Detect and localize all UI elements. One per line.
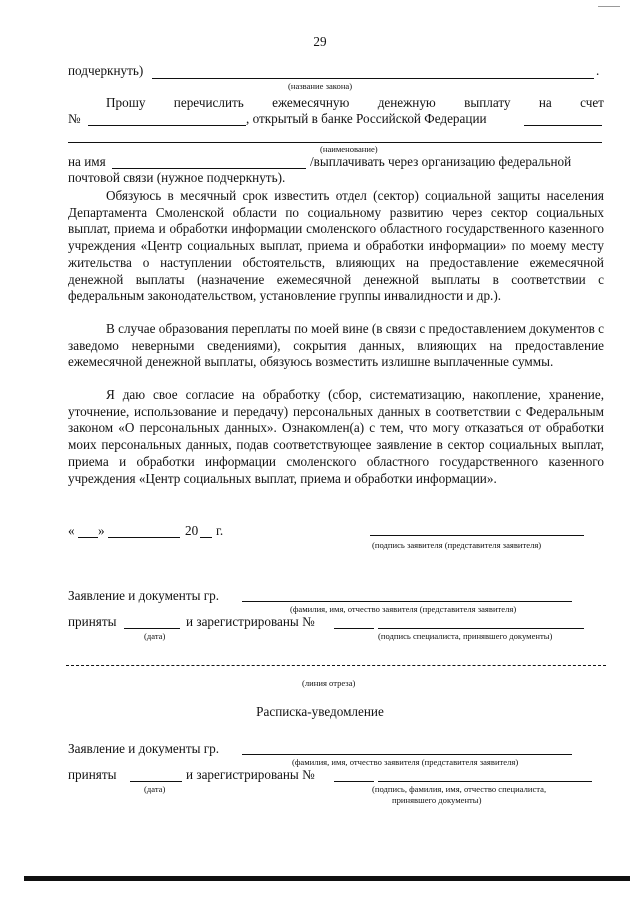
reg2-specialist-field[interactable] [378, 781, 592, 782]
consent-paragraph: Я даю свое согласие на обработку (сбор, систематизацию, накопление, хранение, уточнение, использование и передачу) персональных данных в соответствии с Федеральным законом «О персональных данных». Ознакомлен(а) с тем, что могу отказаться от обработки моих персональных данных, подав соответствующее заявление в сектор социальных выплат, приема и обработки информации смоленского областного государственного казенного учреждения «Центр социальных выплат, приема и обработки информации». [68, 387, 604, 486]
reg1-label: Заявление и документы гр. [68, 588, 220, 603]
date-close-quote: » [98, 523, 105, 538]
reg2-registered: и зарегистрированы № [186, 767, 315, 782]
reg2-date-field[interactable] [130, 781, 182, 782]
reg1-specialist-caption: (подпись специалиста, принявшего документы) [378, 631, 553, 641]
overpayment-paragraph: В случае образования переплаты по моей вине (в связи с предоставлением документов с заведомо неверными сведениями), сокрытия данных, влияющих на предоставление ежемесячной денежной выплаты, обязуюсь возместить излишне выплаченные суммы. [68, 321, 604, 370]
account-number-field[interactable] [88, 125, 246, 126]
date-month-field[interactable] [108, 537, 180, 538]
applicant-signature-caption: (подпись заявителя (представителя заявителя) [372, 540, 542, 550]
reg1-number-field[interactable] [334, 628, 374, 629]
date-year: 20 [185, 523, 199, 538]
reg2-accepted: приняты [68, 767, 117, 782]
reg2-fio-caption: (фамилия, имя, отчество заявителя (представителя заявителя) [292, 757, 519, 767]
reg2-fio-field[interactable] [242, 754, 572, 755]
applicant-signature-field[interactable] [370, 535, 584, 536]
bank-name-caption: (наименование) [320, 144, 378, 154]
bank-text: , открытый в банке Российской Федерации [246, 111, 487, 126]
cut-line [66, 665, 606, 666]
corner-mark [598, 6, 620, 7]
date-day-field[interactable] [78, 537, 98, 538]
reg1-fio-field[interactable] [242, 601, 572, 602]
obligation-paragraph: Обязуюсь в месячный срок известить отдел (сектор) социальной защиты населения Департамента Смоленской области по социальному развитию через сектор социальных выплат, приема и обработки информации смоленского областного государственного казенного учреждения «Центр социальных выплат, приема и обработки информации» по моему месту жительства о наступлении обстоятельств, влияющих на предоставление ежемесячной денежной выплаты (назначение ежемесячной денежной выплаты в соответствии с федеральным законодательством, установление группы инвалидности и др.). [68, 188, 604, 304]
reg1-fio-caption: (фамилия, имя, отчество заявителя (представителя заявителя) [290, 604, 517, 614]
law-line-prefix: подчеркнуть) [68, 63, 144, 78]
law-name-caption: (название закона) [288, 81, 353, 91]
recipient-name-field[interactable] [112, 168, 306, 169]
reg1-registered: и зарегистрированы № [186, 614, 315, 629]
reg2-number-field[interactable] [334, 781, 374, 782]
cut-line-caption: (линия отреза) [302, 678, 356, 688]
bank-name-field[interactable] [68, 142, 602, 143]
bank-field-end[interactable] [524, 125, 602, 126]
reg2-label: Заявление и документы гр. [68, 741, 220, 756]
date-open-quote: « [68, 523, 75, 538]
date-year-field[interactable] [200, 537, 212, 538]
transfer-request-line: Прошу перечислить ежемесячную денежную выплату на счет [106, 95, 604, 110]
date-year-suffix: г. [216, 523, 224, 538]
post-line: почтовой связи (нужное подчеркнуть). [68, 170, 286, 185]
name-prefix: на имя [68, 154, 106, 169]
reg1-specialist-signature-field[interactable] [378, 628, 584, 629]
reg2-specialist-caption-1: (подпись, фамилия, имя, отчество специалиста, [372, 784, 547, 794]
receipt-title: Расписка-уведомление [256, 704, 384, 719]
reg1-date-field[interactable] [124, 628, 180, 629]
reg2-date-caption: (дата) [144, 784, 166, 794]
account-no-label: № [68, 111, 81, 126]
scan-edge-bar [24, 876, 630, 881]
reg1-date-caption: (дата) [144, 631, 166, 641]
reg2-specialist-caption-2: принявшего документы) [392, 795, 482, 805]
law-name-field[interactable] [152, 78, 594, 79]
reg1-accepted: приняты [68, 614, 117, 629]
name-suffix: /выплачивать через организацию федеральной [310, 154, 572, 169]
page-number: 29 [313, 34, 327, 49]
